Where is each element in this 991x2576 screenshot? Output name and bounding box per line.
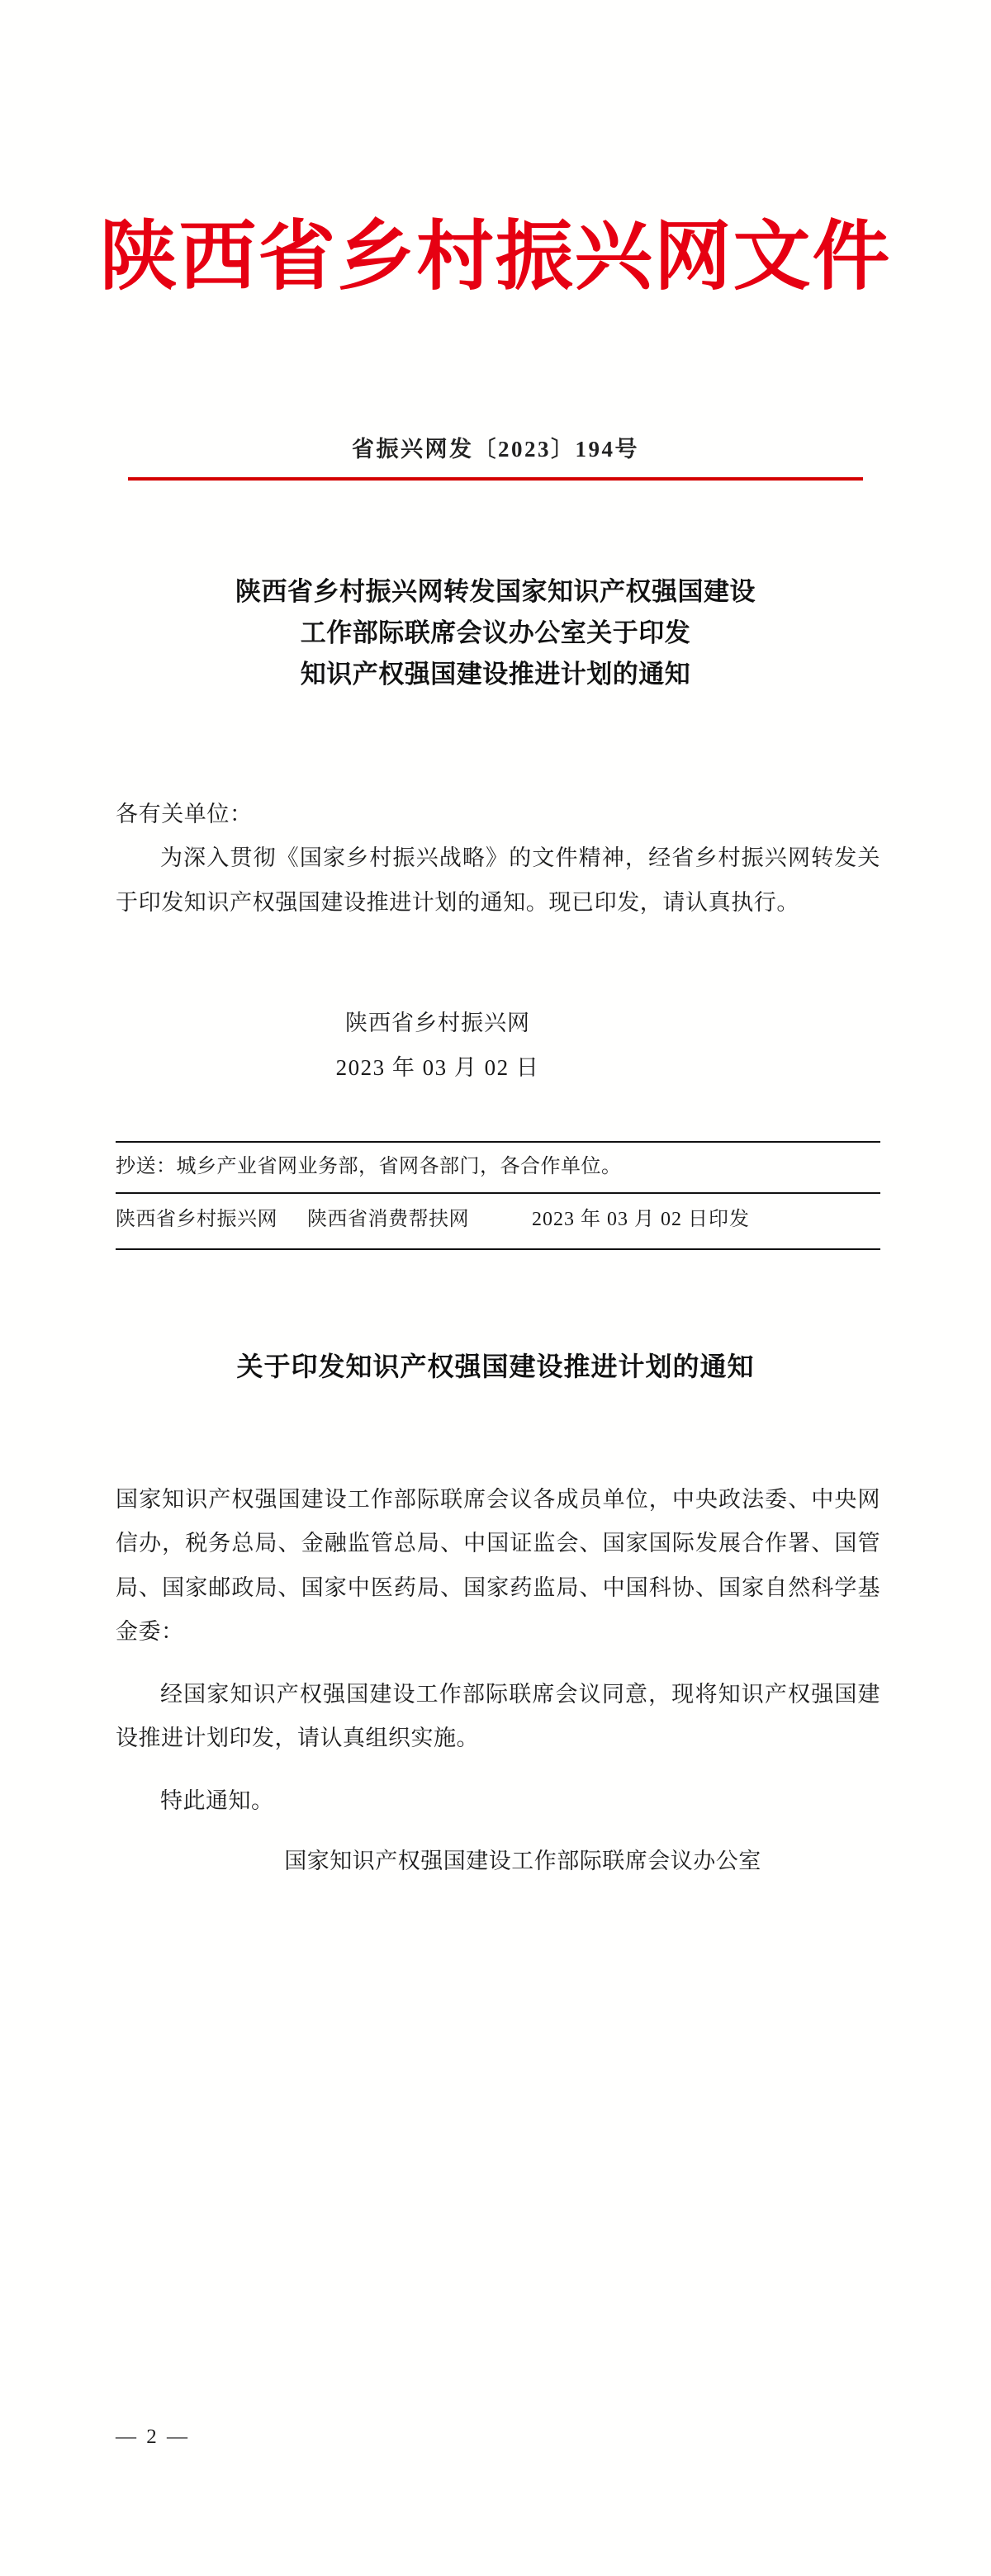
document1-body — [116, 793, 880, 925]
document1-salutation: 各有关单位： — [116, 802, 253, 826]
document2-signature-org: 国家知识产权强国建设工作部际联席会议办公室 — [284, 1849, 761, 1873]
document1-title — [107, 571, 884, 696]
footer-rule-bottom — [116, 1248, 880, 1250]
document1-signature-block — [0, 1001, 875, 1090]
footer-print-date: 2023 年 03 月 02 日印发 — [532, 1209, 750, 1230]
cc-rule-bottom — [116, 1192, 880, 1194]
document1-title-line-1: 陕西省乡村振兴网转发国家知识产权强国建设 — [235, 577, 756, 606]
document1-signature-date: 2023 年 03 月 02 日 — [335, 1055, 540, 1080]
masthead — [0, 216, 991, 298]
masthead-title: 陕西省乡村振兴网文件 — [99, 215, 892, 299]
document1-paragraph-1: 为深入贯彻《国家乡村振兴战略》的文件精神，经省乡村振兴网转发关于印发知识产权强国建设推进计划的通知。现已印发，请认真执行。 — [116, 845, 880, 915]
footer-org-secondary: 陕西省消费帮扶网 — [307, 1209, 469, 1230]
document-number: 省振兴网发〔2023〕194号 — [352, 437, 639, 462]
document2-title: 关于印发知识产权强国建设推进计划的通知 — [236, 1352, 755, 1381]
page-number: — 2 — — [116, 2426, 190, 2448]
document2-body — [116, 1478, 880, 1823]
document1-signature-org: 陕西省乡村振兴网 — [345, 1011, 530, 1035]
footer-org-primary: 陕西省乡村振兴网 — [116, 1209, 277, 1230]
document2-paragraph-2: 特此通知。 — [160, 1788, 274, 1813]
document1-title-line-3: 知识产权强国建设推进计划的通知 — [300, 660, 691, 689]
red-divider-rule — [128, 477, 863, 481]
document2-paragraph-1: 经国家知识产权强国建设工作部际联席会议同意，现将知识产权强国建设推进计划印发，请认真组织实施。 — [116, 1681, 880, 1751]
cc-line: 抄送：城乡产业省网业务部，省网各部门，各合作单位。 — [116, 1156, 622, 1177]
footer-imprint-line — [116, 1202, 880, 1231]
document1-title-line-2: 工作部际联席会议办公室关于印发 — [300, 618, 691, 648]
document2-addressees: 国家知识产权强国建设工作部际联席会议各成员单位，中央政法委、中央网信办，税务总局、金融监管总局、中国证监会、国家国际发展合作署、国管局、国家邮政局、国家中医药局、国家药监局、中国科协、国家自然科学基金委： — [116, 1487, 880, 1645]
cc-rule-top — [116, 1141, 880, 1143]
